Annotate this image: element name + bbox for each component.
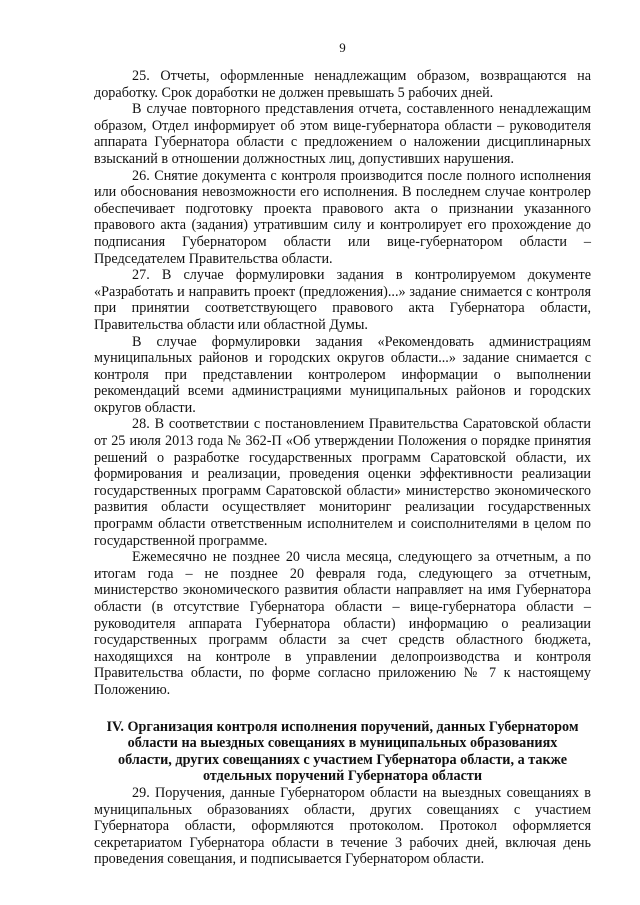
paragraph-26: 26. Снятие документа с контроля производится после полного исполнения или обоснования невозможности его исполнения. В последнем случае контролер обеспечивает подготовку проекта правового акта о признании указанного правового акта (задания) утратившим силу и контролирует его прохождение до подписания Губернатором области или вице-губернатором области – Председателем Правительства области. bbox=[94, 167, 591, 267]
paragraph-25-repeat-submission: В случае повторного представления отчета, составленного ненадлежащим образом, Отдел информирует об этом вице-губернатора области – руководителя аппарата Губернатора области с предложением о наложении дисциплинарных взысканий в отношении должностных лиц, допустивших нарушения. bbox=[94, 101, 591, 167]
page-number: 9 bbox=[339, 40, 346, 55]
paragraph-27: 27. В случае формулировки задания в контролируемом документе «Разработать и направить проект (предложения)...» задание снимается с контроля при принятии соответствующего правового акта Губернатора области, Правительства области или областной Думы. bbox=[94, 267, 591, 333]
paragraph-27-recommend: В случае формулировки задания «Рекомендовать администрациям муниципальных районов и городских округов области...» задание снимается с контроля при представлении контролером информации о выполнении рекомендаций всеми администрациями муниципальных районов и городских округов области. bbox=[94, 333, 591, 416]
paragraph-28: 28. В соответствии с постановлением Правительства Саратовской области от 25 июля 2013 года № 362-П «Об утверждении Положения о порядке принятия решений о разработке государственных программ Саратовской области, их формирования и реализации, проведения оценки эффективности реализации государственных программ Саратовской области» министерство экономического развития области осуществляет мониторинг реализации государственных программ области ответственным исполнителем и соисполнителями в целом по государственной программе. bbox=[94, 416, 591, 549]
document-page bbox=[94, 40, 591, 868]
section-heading: IV. Организация контроля исполнения поручений, данных Губернатором области на выездных совещаниях в муниципальных образованиях области, других совещаниях с участием Губернатора области, а также отдельных поручений Губернатора области bbox=[106, 718, 579, 785]
paragraph-25: 25. Отчеты, оформленные ненадлежащим образом, возвращаются на доработку. Срок доработки не должен превышать 5 рабочих дней. bbox=[94, 68, 591, 101]
paragraph-29: 29. Поручения, данные Губернатором области на выездных совещаниях в муниципальных образованиях области, других совещаниях с участием Губернатора области, оформляются протоколом. Протокол оформляется секретариатом Губернатора области в течение 3 рабочих дней, включая день проведения совещания, и подписывается Губернатором области. bbox=[94, 784, 591, 868]
paragraph-28-monthly: Ежемесячно не позднее 20 числа месяца, следующего за отчетным, а по итогам года – не позднее 20 февраля года, следующего за отчетным, министерство экономического развития области направляет на имя Губернатора области (в отсутствие Губернатора области – вице-губернатора области – руководителя аппарата Губернатора области) информацию о реализации государственных программ области за счет средств областного бюджета, находящихся на контроле в управлении делопроизводства и контроля Правительства области, по форме согласно приложению № 7 к настоящему Положению. bbox=[94, 549, 591, 698]
